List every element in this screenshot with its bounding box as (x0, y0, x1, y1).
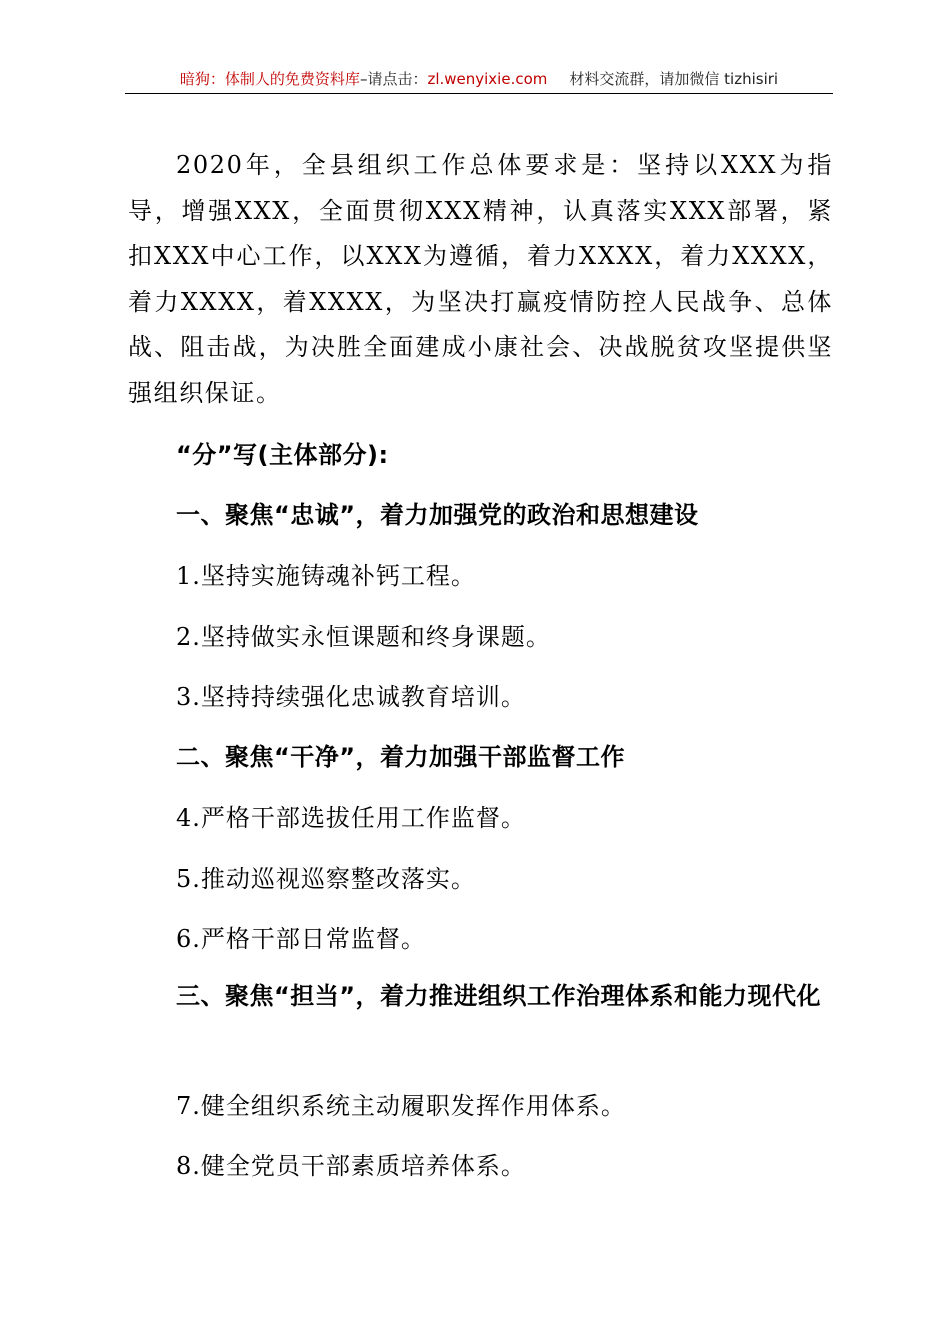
item-4: 4.严格干部选拔任用工作监督。 (176, 804, 526, 832)
heading-2: 二、聚焦“干净”，着力加强干部监督工作 (176, 743, 626, 771)
header-group-note: 材料交流群，请加微信 tizhisiri (569, 70, 779, 88)
header-click-prompt: –请点击： (359, 70, 428, 88)
header-url-link[interactable]: zl.wenyixie.com (427, 70, 548, 88)
item-3: 3.坚持持续强化忠诚教育培训。 (176, 683, 526, 711)
header-brand: 暗狗：体制人的免费资料库 (179, 70, 360, 88)
page-header (125, 68, 833, 94)
heading-1: 一、聚焦“忠诚”，着力加强党的政治和思想建设 (176, 501, 699, 529)
document-body (128, 143, 833, 1180)
intro-paragraph: 2020年，全县组织工作总体要求是：坚持以XXX为指导，增强XXX，全面贯彻XXX精神，认真落实XXX部署，紧扣XXX中心工作，以XXX为遵循，着力XXXX，着力XXXX，着力XXXX，着XXXX，为坚决打赢疫情防控人民战争、总体战、阻击战，为决胜全面建成小康社会、决战脱贫攻坚提供坚强组织保证。 (128, 151, 833, 407)
section-intro: “分”写(主体部分): (176, 441, 389, 469)
item-8: 8.健全党员干部素质培养体系。 (176, 1152, 526, 1180)
item-7: 7.健全组织系统主动履职发挥作用体系。 (176, 1092, 626, 1120)
item-6: 6.严格干部日常监督。 (176, 925, 426, 953)
heading-3: 三、聚焦“担当”，着力推进组织工作治理体系和能力现代化 (176, 982, 822, 1010)
item-2: 2.坚持做实永恒课题和终身课题。 (176, 623, 551, 651)
item-1: 1.坚持实施铸魂补钙工程。 (176, 562, 476, 590)
item-5: 5.推动巡视巡察整改落实。 (176, 865, 476, 893)
